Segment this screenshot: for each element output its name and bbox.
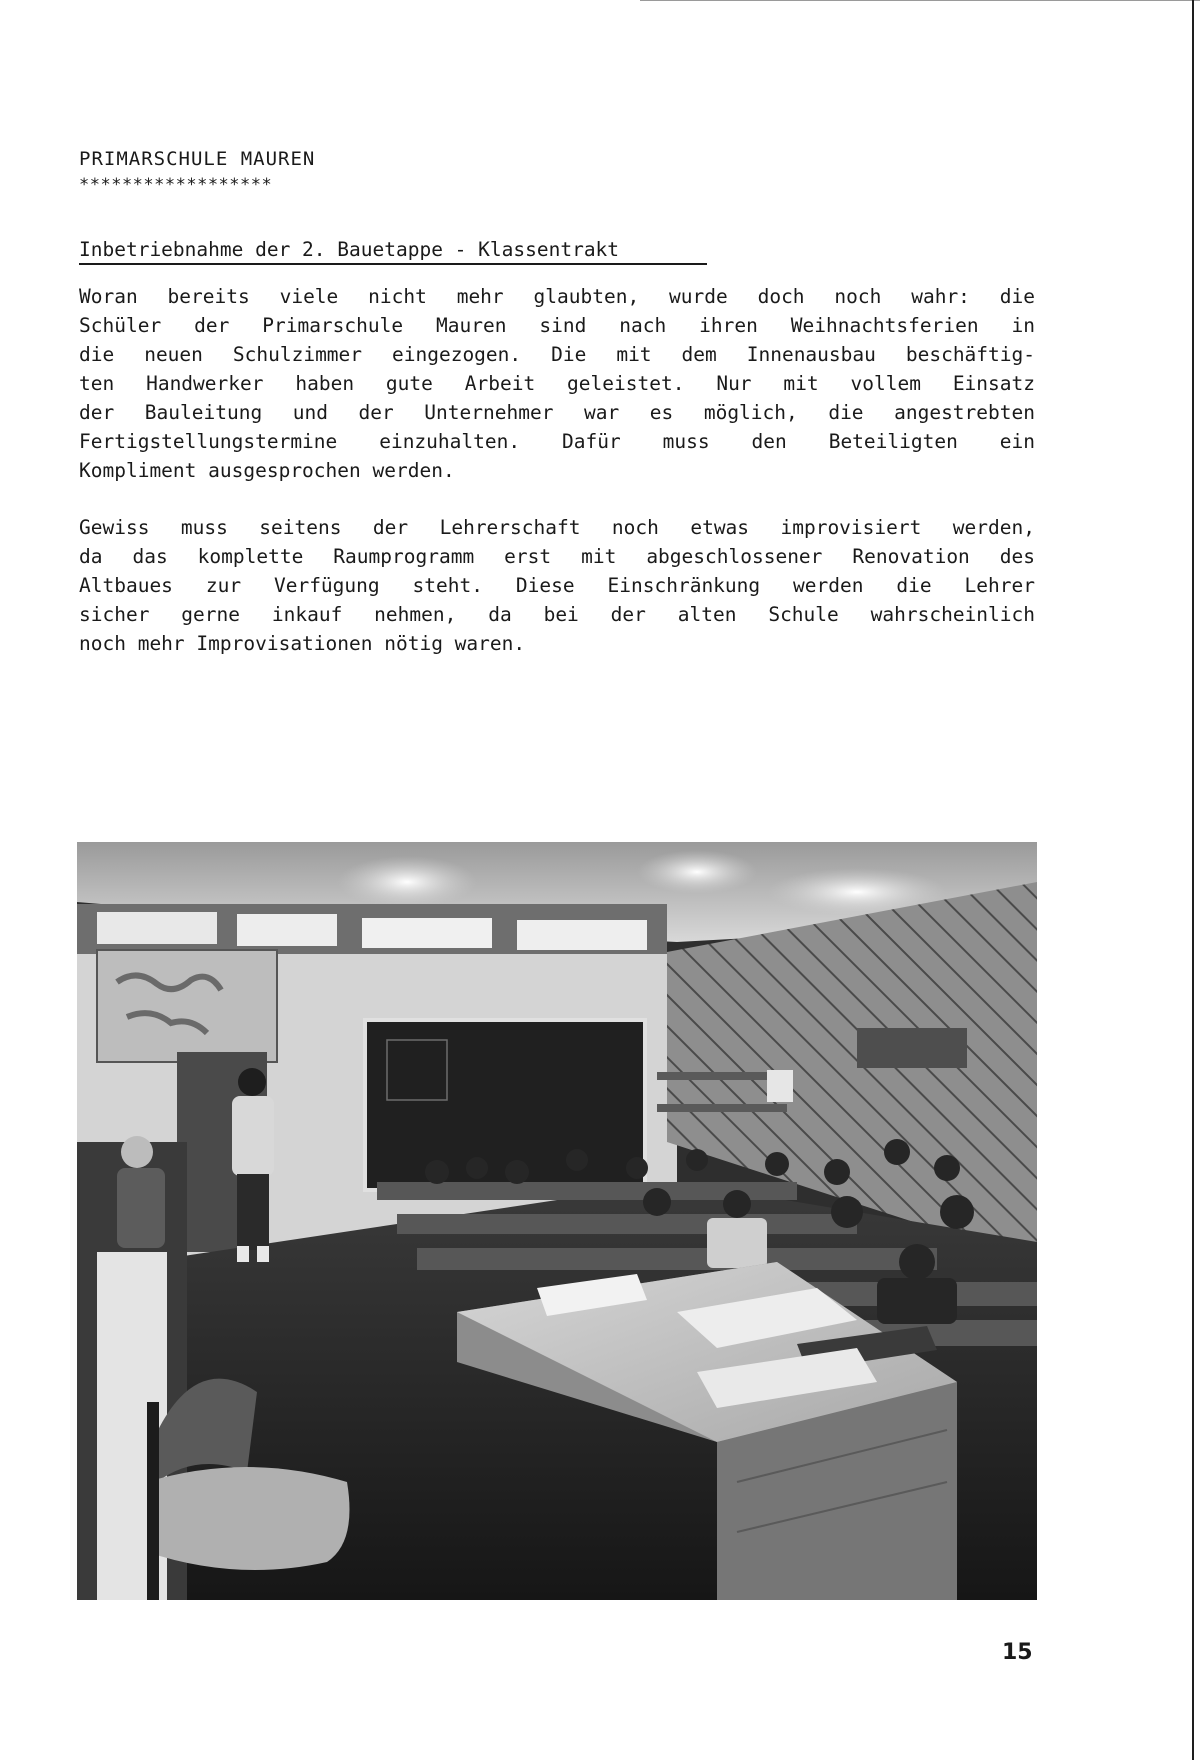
wall-shelf bbox=[657, 1104, 787, 1112]
paragraph-line: Gewiss muss seitens der Lehrerschaft noch etwas improvisiert werden, bbox=[79, 516, 1035, 539]
page-edge-top bbox=[640, 0, 1200, 1]
wall-note bbox=[767, 1070, 793, 1102]
paragraph-line: der Bauleitung und der Unternehmer war es möglich, die angestrebten bbox=[79, 401, 1035, 424]
paragraph-line: da das komplette Raumprogramm erst mit abgeschlossener Renovation des bbox=[79, 545, 1035, 568]
page-number: 15 bbox=[1002, 1640, 1033, 1665]
paragraph-line: sicher gerne inkauf nehmen, da bei der alten Schule wahrscheinlich bbox=[79, 603, 1035, 626]
heading-asterisk-underline: ****************** bbox=[79, 175, 273, 195]
clerestory-window bbox=[362, 918, 492, 948]
teacher-figure bbox=[232, 1068, 274, 1262]
wall-poster bbox=[857, 1028, 967, 1068]
ceiling-lamp bbox=[337, 856, 477, 908]
section-subtitle: Inbetriebnahme der 2. Bauetappe - Klassentrakt bbox=[79, 238, 707, 265]
clerestory-window bbox=[517, 920, 647, 950]
world-map bbox=[97, 950, 277, 1062]
classroom-photo-illustration bbox=[77, 842, 1037, 1600]
paragraph-2 bbox=[79, 513, 1035, 658]
chalkboard bbox=[365, 1020, 645, 1190]
classroom-photo bbox=[77, 842, 1037, 1600]
paragraph-line: Altbaues zur Verfügung steht. Diese Einschränkung werden die Lehrer bbox=[79, 574, 1035, 597]
paragraph-line: Kompliment ausgesprochen werden. bbox=[79, 459, 455, 482]
document-heading: PRIMARSCHULE MAUREN bbox=[79, 148, 316, 170]
paragraph-line: noch mehr Improvisationen nötig waren. bbox=[79, 632, 526, 655]
clerestory-window bbox=[237, 914, 337, 946]
page-edge-right bbox=[1192, 0, 1194, 1760]
paragraph-line: ten Handwerker haben gute Arbeit geleistet. Nur mit vollem Einsatz bbox=[79, 372, 1035, 395]
paragraph-line: Schüler der Primarschule Mauren sind nach ihren Weihnachtsferien in bbox=[79, 314, 1035, 337]
paragraph-line: Fertigstellungstermine einzuhalten. Dafür muss den Beteiligten ein bbox=[79, 430, 1035, 453]
ceiling-lamp bbox=[637, 850, 757, 894]
paragraph-line: Woran bereits viele nicht mehr glaubten, wurde doch noch wahr: die bbox=[79, 285, 1035, 308]
paragraph-1 bbox=[79, 282, 1035, 485]
paragraph-line: die neuen Schulzimmer eingezogen. Die mit dem Innenausbau beschäftig- bbox=[79, 343, 1035, 366]
clerestory-window bbox=[97, 912, 217, 944]
